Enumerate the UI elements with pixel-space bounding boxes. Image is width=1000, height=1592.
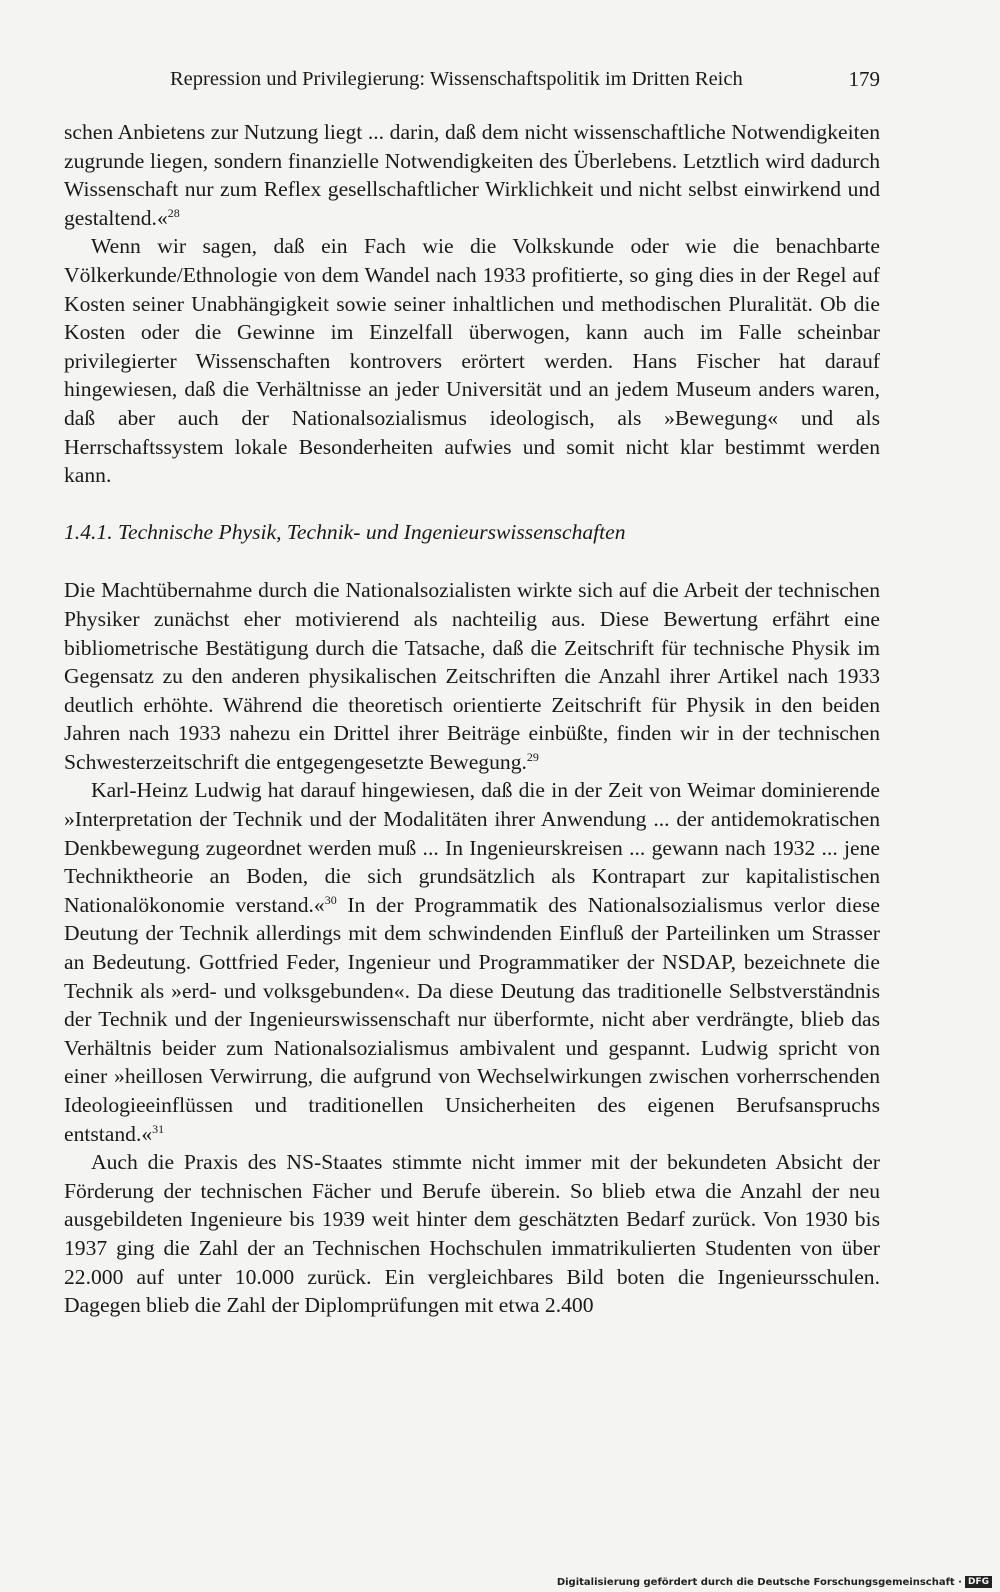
paragraph-text: In der Programmatik des Nationalsozialismus verlor diese Deutung der Technik allerdings mit dem schwindenden Einfluß der Parteilinken um Strasser an Bedeutung. Gottfried Feder, Ingenieur und Programmatiker der NSDAP, bezeichnete die Technik als »erd- und volksgebunden«. Da diese Deutung das traditionelle Selbstverständnis der Technik und der Ingenieurswissenschaft nur überformte, nicht aber verdrängte, blieb das Verhältnis beider zum Nationalsozialismus ambivalent und gespannt. Ludwig spricht von einer »heillosen Verwirrung, die aufgrund von Wechselwirkungen zwischen vorherrschenden Ideologieeinflüssen und traditionellen Unsicherheiten des eigenen Berufsanspruchs entstand.« xyxy=(64,892,881,1146)
page-number: 179 xyxy=(848,67,880,91)
paragraph xyxy=(64,1148,880,1320)
footnote-ref: 29 xyxy=(526,749,539,764)
footnote-ref: 31 xyxy=(152,1121,165,1136)
paragraph-text: schen Anbietens zur Nutzung liegt ... darin, daß dem nicht wissenschaftliche Notwendigkeiten zugrunde liegen, sondern finanzielle Notwendigkeiten des Überlebens. Letztlich wird dadurch Wissenschaft nur zum Reflex gesellschaftlicher Wirklichkeit und nicht selbst einwirkend und gestaltend.« xyxy=(64,120,880,230)
paragraph xyxy=(64,232,880,489)
paragraph-text: Karl-Heinz Ludwig hat darauf hingewiesen, daß die in der Zeit von Weimar dominierende »Interpretation der Technik und der Modalitäten ihrer Anwendung ... der antidemokratischen Denkbewegung zugeordnet werden muß ... In Ingenieurskreisen ... gewann nach 1932 ... jene Techniktheorie an Boden, die sich grundsätzlich als Kontrapart zur kapitalistischen Nationalökonomie verstand.« xyxy=(64,778,880,917)
paragraph-text: Die Machtübernahme durch die Nationalsozialisten wirkte sich auf die Arbeit der technischen Physiker zunächst eher motivierend als nachteilig aus. Diese Bewertung erfährt eine bibliometrische Bestätigung durch die Tatsache, daß die Zeitschrift für technische Physik im Gegensatz zu den anderen physikalischen Zeitschriften die Anzahl ihrer Artikel nach 1933 deutlich erhöhte. Während die theoretisch orientierte Zeitschrift für Physik in den beiden Jahren nach 1933 nahezu ein Drittel ihrer Beiträge einbüßte, finden wir in der technischen Schwesterzeitschrift die entgegengesetzte Bewegung. xyxy=(64,578,880,774)
body-text xyxy=(64,118,880,1320)
running-head xyxy=(62,64,880,94)
footnote-ref: 28 xyxy=(167,205,180,220)
paragraph xyxy=(64,576,880,776)
paragraph xyxy=(64,118,880,232)
section-heading: 1.4.1. Technische Physik, Technik- und Ingenieurswissenschaften xyxy=(64,519,626,544)
digitization-footer xyxy=(557,1576,992,1588)
running-head-title: Repression und Privilegierung: Wissenschaftspolitik im Dritten Reich xyxy=(170,68,743,90)
paragraph-text: Wenn wir sagen, daß ein Fach wie die Volkskunde oder wie die benachbarte Völkerkunde/Ethnologie von dem Wandel nach 1933 profitierte, so ging dies in der Regel auf Kosten seiner Unabhängigkeit sowie seiner inhaltlichen und methodischen Pluralität. Ob die Kosten oder die Gewinne im Einzelfall überwogen, kann auch im Falle scheinbar privilegierter Wissenschaften kontrovers erörtert werden. Hans Fischer hat darauf hingewiesen, daß die Verhältnisse an jeder Universität und an jedem Museum anders waren, daß aber auch der Nationalsozialismus ideologisch, als »Bewegung« und als Herrschaftssystem lokale Besonderheiten aufwies und somit nicht klar bestimmt werden kann. xyxy=(64,234,880,488)
footnote-ref: 30 xyxy=(324,892,337,907)
dfg-logo: DFG xyxy=(965,1576,992,1588)
footer-text: Digitalisierung gefördert durch die Deutsche Forschungsgemeinschaft · xyxy=(556,1576,962,1588)
paragraph xyxy=(64,776,880,1148)
paragraph-text: Auch die Praxis des NS-Staates stimmte nicht immer mit der bekundeten Absicht der Förderung der technischen Fächer und Berufe überein. So blieb etwa die Anzahl der neu ausgebildeten Ingenieure bis 1939 weit hinter dem geschätzten Bedarf zurück. Von 1930 bis 1937 ging die Zahl der an Technischen Hochschulen immatrikulierten Studenten von über 22.000 auf unter 10.000 zurück. Ein vergleichbares Bild boten die Ingenieursschulen. Dagegen blieb die Zahl der Diplomprüfungen mit etwa 2.400 xyxy=(64,1150,880,1318)
